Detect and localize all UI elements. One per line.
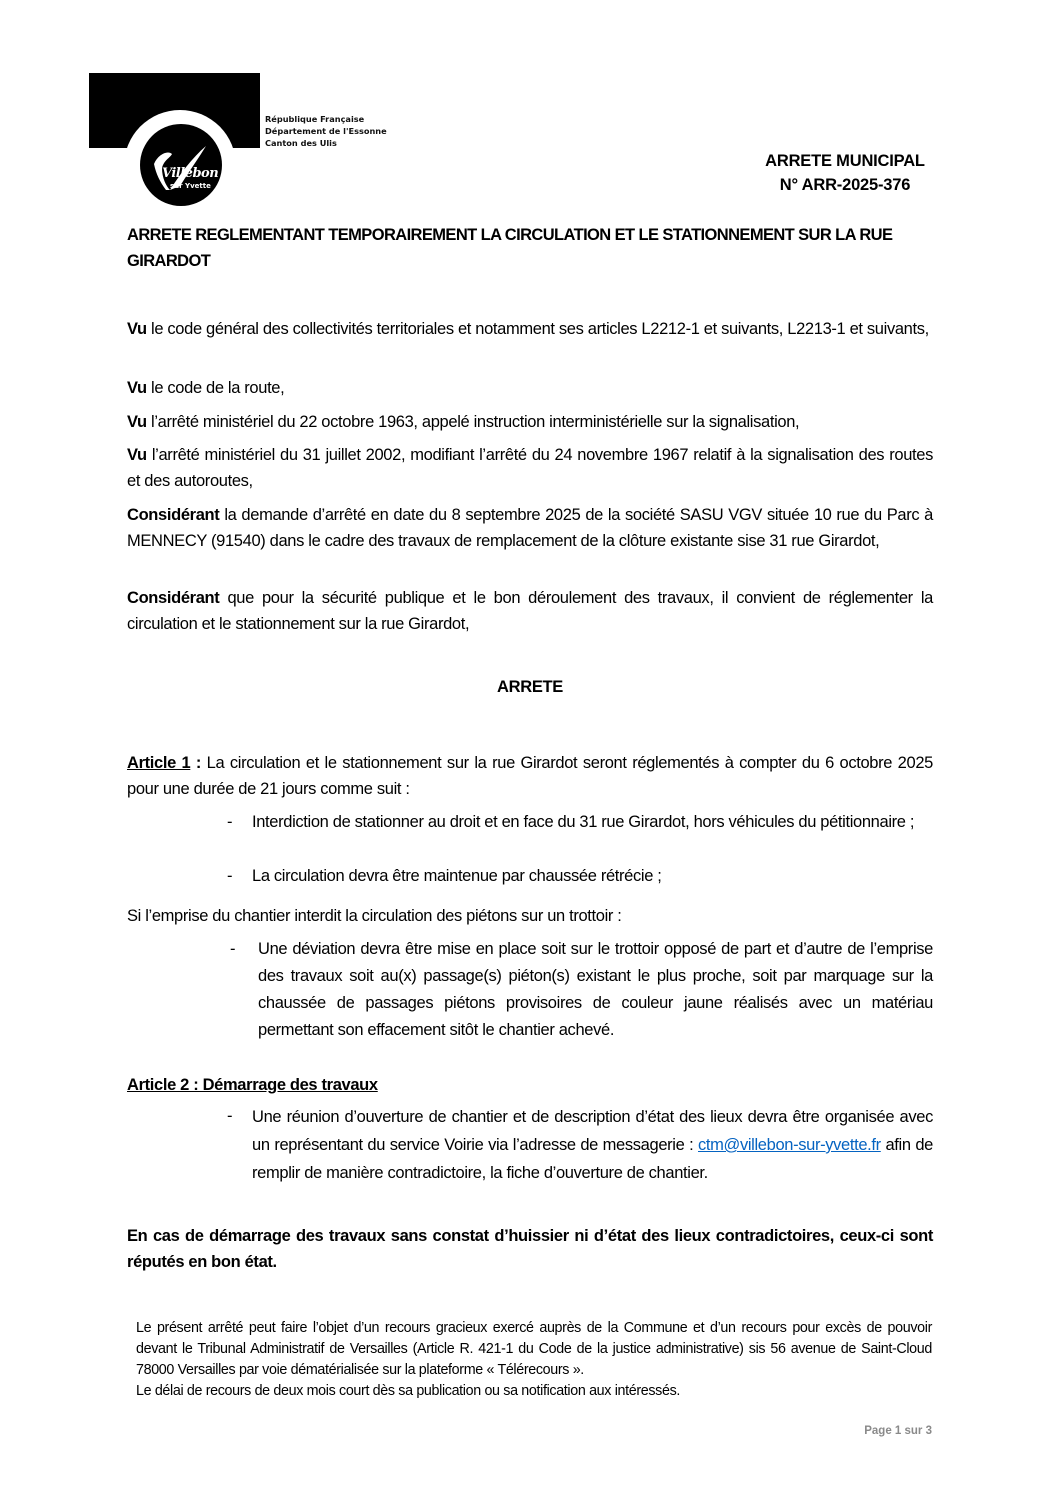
pedestrian-condition: Si l’emprise du chantier interdit la circulation des piétons sur un trottoir : bbox=[127, 907, 622, 925]
decree-header bbox=[740, 149, 950, 197]
article-2-label: Article 2 : Démarrage des travaux bbox=[127, 1076, 378, 1094]
canton-line: Canton des Ulis bbox=[265, 138, 337, 148]
logo-name: Villebon bbox=[162, 166, 219, 181]
visa-paragraph bbox=[127, 442, 933, 494]
bullet-text-after: afin de remplir de manière contradictoire, la fiche d’ouverture de chantier. bbox=[252, 1136, 933, 1182]
pedestrian-bullet bbox=[127, 936, 933, 1046]
dash-bullet-icon: - bbox=[227, 813, 233, 831]
doc-type: ARRETE MUNICIPAL bbox=[765, 152, 925, 170]
dash-bullet-icon: - bbox=[230, 940, 236, 958]
doc-number: N° ARR-2025-376 bbox=[779, 176, 911, 194]
considerant-text: la demande d’arrêté en date du 8 septembre 2025 de la société SASU VGV située 10 rue du Parc à MENNECY (91540) dans le cadre des travaux de remplacement de la clôture existante sise 31 rue Girardot, bbox=[127, 506, 933, 550]
dash-bullet-icon: - bbox=[227, 1107, 233, 1125]
visa-lead: Vu bbox=[127, 413, 147, 431]
visa-paragraph bbox=[127, 375, 933, 401]
bullet-text: Interdiction de stationner au droit et en face du 31 rue Girardot, hors véhicules du pétitionnaire ; bbox=[252, 813, 915, 831]
considerant-lead: Considérant bbox=[127, 506, 220, 524]
considerant-paragraph bbox=[127, 502, 933, 554]
email-link[interactable]: ctm@villebon-sur-yvette.fr bbox=[698, 1136, 881, 1154]
visa-text: l’arrêté ministériel du 31 juillet 2002, modifiant l’arrêté du 24 novembre 1967 relatif à la signalisation des routes et des autoroutes, bbox=[127, 446, 933, 490]
article-1-bullet bbox=[127, 809, 933, 861]
visa-paragraph bbox=[127, 409, 933, 435]
bullet-text bbox=[252, 1103, 933, 1187]
considerant-text: que pour la sécurité publique et le bon déroulement des travaux, il convient de réglementer la circulation et le stationnement sur la rue Girardot, bbox=[127, 589, 933, 633]
bullet-text-before: Une réunion d’ouverture de chantier et de description d’état des lieux devra être organisée avec un représentant du service Voirie via l’adresse de messagerie : bbox=[252, 1108, 933, 1154]
logo-subname: sur Yvette bbox=[170, 182, 211, 190]
bullet-text: La circulation devra être maintenue par chaussée rétrécie ; bbox=[252, 867, 662, 885]
page-number: Page 1 sur 3 bbox=[864, 1425, 932, 1437]
republic-block bbox=[265, 113, 387, 149]
visa-text: le code général des collectivités territoriales et notamment ses articles L2212-1 et suivants, L2213-1 et suivants, bbox=[146, 320, 929, 338]
article-1-text: La circulation et le stationnement sur la rue Girardot seront réglementés à compter du 6 octobre 2025 pour une durée de 21 jours comme suit : bbox=[127, 754, 933, 798]
visa-text: le code de la route, bbox=[146, 379, 285, 397]
article-1 bbox=[127, 750, 933, 802]
recourse-text: Le présent arrêté peut faire l’objet d’un recours gracieux exercé auprès de la Commune et d’un recours pour excès de pouvoir devant le Tribunal Administratif de Versailles (Article R. 421-1 du Code de la justice administrative) sis 56 avenue de Saint-Cloud 78000 Versailles par voie dématérialisée sur la plateforme « Télérecours ». bbox=[136, 1320, 932, 1378]
considerant-paragraph bbox=[127, 585, 933, 637]
dash-bullet-icon: - bbox=[227, 867, 233, 885]
visa-paragraph bbox=[127, 316, 933, 342]
bullet-text: Une déviation devra être mise en place soit sur le trottoir opposé de part et d’autre de l’emprise des travaux soit au(x) passage(s) piéton(s) existant le plus proche, soit par marquage sur la chaussée de passages piétons provisoires de couleur jaune réalisés avec un matériau permettant son effacement sitôt le chantier achevé. bbox=[258, 940, 933, 1039]
visa-lead: Vu bbox=[127, 320, 147, 338]
footer-notice bbox=[136, 1318, 932, 1402]
delay-text: Le délai de recours de deux mois court dès sa publication ou sa notification aux intéressés. bbox=[136, 1383, 680, 1399]
swan-icon bbox=[140, 124, 222, 206]
visa-lead: Vu bbox=[127, 379, 147, 397]
republic-line: République Française bbox=[265, 114, 365, 124]
decree-heading: ARRETE bbox=[496, 678, 564, 696]
visa-text: l’arrêté ministériel du 22 octobre 1963, appelé instruction interministérielle sur la signalisation, bbox=[146, 413, 800, 431]
article-1-separator: : bbox=[190, 754, 207, 772]
department-line: Département de l'Essonne bbox=[265, 126, 387, 136]
article-1-label: Article 1 bbox=[127, 754, 191, 772]
warning-text: En cas de démarrage des travaux sans constat d’huissier ni d’état des lieux contradictoires, ceux-ci sont réputés en bon état. bbox=[127, 1227, 933, 1271]
considerant-lead: Considérant bbox=[127, 589, 220, 607]
visa-lead: Vu bbox=[127, 446, 147, 464]
article-2-bullet bbox=[127, 1103, 933, 1213]
page-title: ARRETE REGLEMENTANT TEMPORAIREMENT LA CIRCULATION ET LE STATIONNEMENT SUR LA RUE GIRARDOT bbox=[127, 226, 893, 270]
article-2-heading bbox=[127, 1072, 933, 1098]
villebon-logo bbox=[140, 124, 222, 206]
